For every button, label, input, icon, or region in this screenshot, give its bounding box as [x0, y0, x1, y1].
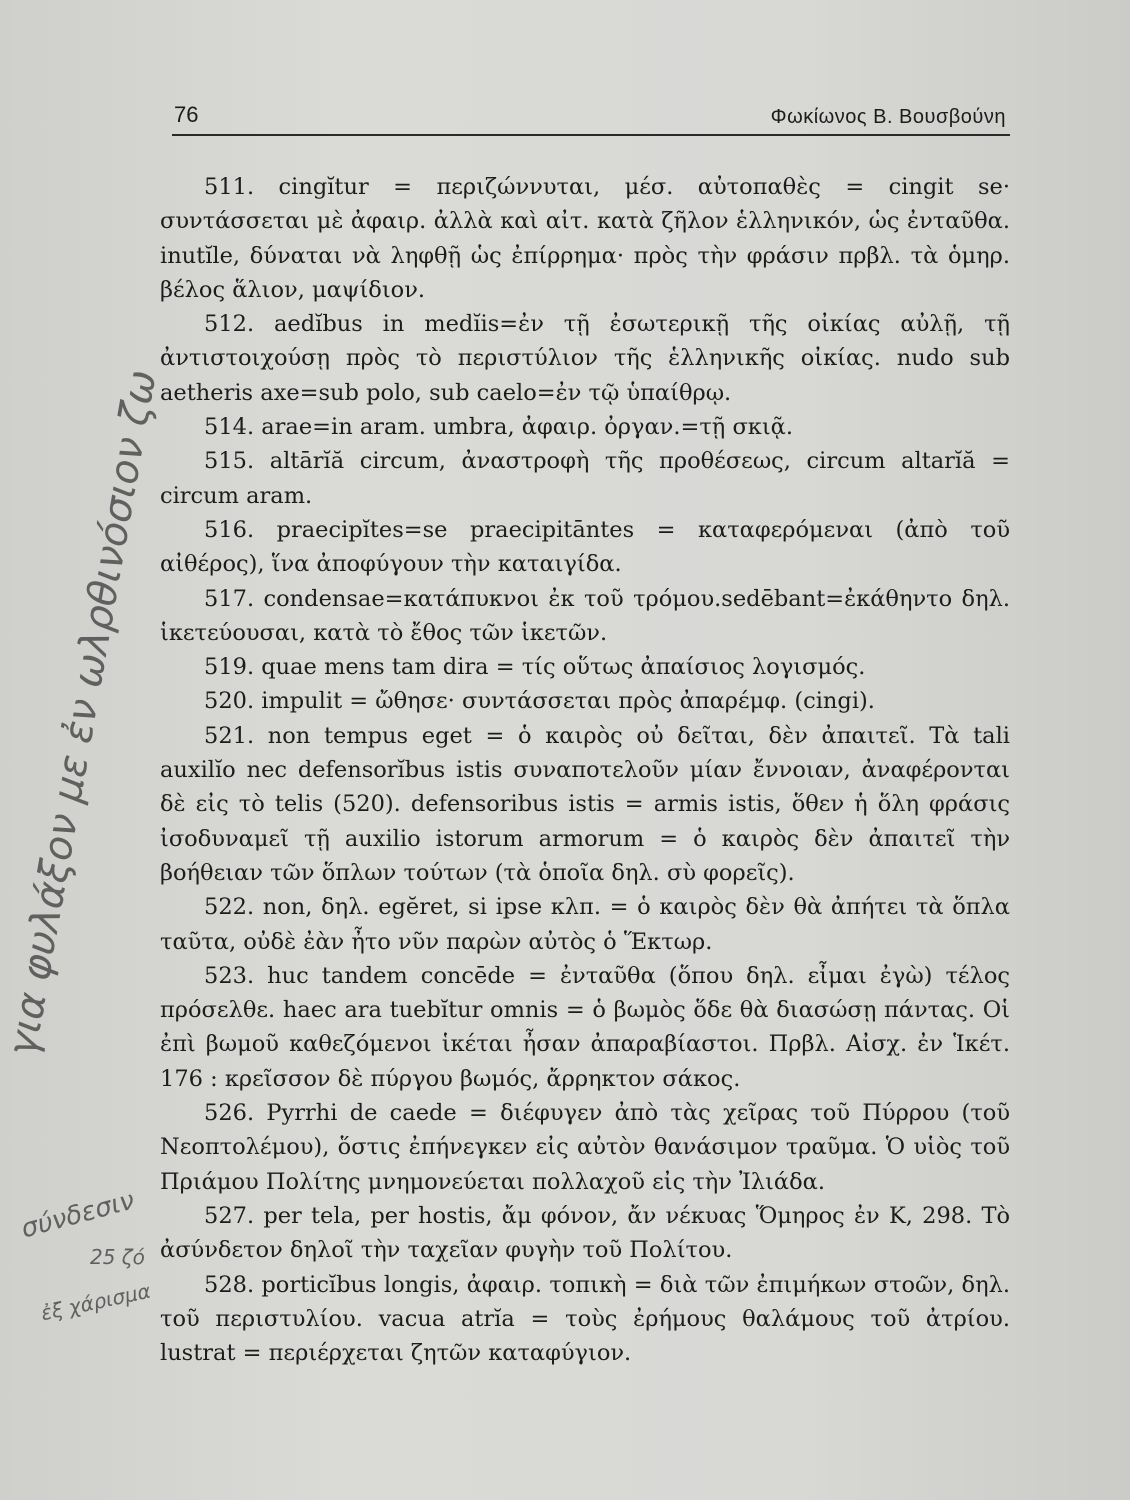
note-526: 526. Pyrrhi de caede = διέφυγεν ἀπὸ τὰς χεῖρας τοῦ Πύρρου (τοῦ Νεοπτολέμου), ὅστις ἐπήνεγκεν εἰς αὐτὸν θανάσιμον τραῦμα. Ὁ υἱὸς τοῦ Πριάμου Πολίτης μνημονεύεται πολλαχοῦ εἰς τὴν Ἰλιάδα. [160, 1100, 1010, 1195]
note-527: 527. per tela, per hostis, ἄμ φόνον, ἄν νέκυας Ὅμηρος ἐν Κ, 298. Τὸ ἀσύνδετον δηλοῖ τὴν ταχεῖαν φυγὴν τοῦ Πολίτου. [160, 1202, 1010, 1264]
note-520: 520. impulit = ὤθησε· συντάσσεται πρὸς ἀπαρέμφ. (cingi). [204, 688, 875, 715]
running-head: Φωκίωνος Β. Βουσβούνη [770, 106, 1006, 128]
page-header [172, 100, 1010, 136]
note-521: 521. non tempus eget = ὁ καιρὸς οὐ δεῖται, δὲν ἀπαιτεῖ. Τὰ tali auxilĭo nec defensorĭbus istis συναποτελοῦν μίαν ἔννοιαν, ἀναφέρονται δὲ εἰς τὸ telis (520). defensoribus istis = armis istis, ὅθεν ἡ ὅλη φράσις ἰσοδυναμεῖ τῇ auxilio istorum armorum = ὁ καιρὸς δὲν ἀπαιτεῖ τὴν βοήθειαν τῶν ὅπλων τούτων (τὰ ὁποῖα δηλ. σὺ φορεῖς). [160, 722, 1010, 886]
note-516: 516. praecipĭtes=se praecipitāntes = καταφερόμεναι (ἀπὸ τοῦ αἰθέρος), ἵνα ἀποφύγουν τὴν καταιγίδα. [160, 516, 1010, 578]
handwritten-margin-note: για φυλάξον με ἐν ωλρθινόσιον ζω [0, 366, 166, 1060]
commentary-text [160, 170, 1010, 1370]
note-519: 519. quae mens tam dira = τίς οὕτως ἀπαίσιος λογισμός. [204, 654, 866, 681]
handwritten-margin-note: σύνδεσιν [18, 1185, 138, 1245]
note-514: 514. arae=in aram. umbra, ἀφαιρ. ὀργαν.=τῇ σκιᾷ. [204, 414, 794, 441]
note-522: 522. non, δηλ. egĕret, si ipse κλπ. = ὁ καιρὸς δὲν θὰ ἀπήτει τὰ ὅπλα ταῦτα, οὐδὲ ἐὰν ἦτο νῦν παρὼν αὐτὸς ὁ Ἕκτωρ. [160, 894, 1010, 955]
note-517: 517. condensae=κατάπυκνοι ἐκ τοῦ τρόμου.sedēbant=ἐκάθηντο δηλ. ἱκετεύουσαι, κατὰ τὸ ἔθος τῶν ἱκετῶν. [160, 585, 1010, 646]
note-512: 512. aedĭbus in medĭis=ἐν τῇ ἐσωτερικῇ τῆς οἰκίας αὐλῇ, τῇ ἀντιστοιχούσῃ πρὸς τὸ περιστύλιον τῆς ἑλληνικῆς οἰκίας. nudo sub aetheris axe=sub polo, sub caelo=ἐν τῷ ὑπαίθρῳ. [160, 311, 1010, 406]
page-number: 76 [174, 102, 199, 127]
note-523: 523. huc tandem concēde = ἐνταῦθα (ὅπου δηλ. εἶμαι ἐγὼ) τέλος πρόσελθε. haec ara tuebĭtur omnis = ὁ βωμὸς ὅδε θὰ διασώσῃ πάντας. Οἱ ἐπὶ βωμοῦ καθεζόμενοι ἱκέται ἦσαν ἀπαραβίαστοι. Πρβλ. Αἰσχ. ἐν Ἱκέτ. 176 : κρεῖσσον δὲ πύργου βωμός, ἄρρηκτον σάκος. [160, 962, 1010, 1092]
note-528: 528. porticĭbus longis, ἀφαιρ. τοπικὴ = διὰ τῶν ἐπιμήκων στοῶν, δηλ. τοῦ περιστυλίου. vacua atrĭa = τοὺς ἐρήμους θαλάμους τοῦ ἀτρίου. lustrat = περιέρχεται ζητῶν καταφύγιον. [160, 1271, 1010, 1367]
note-511: 511. cingĭtur = περιζώννυται, μέσ. αὐτοπαθὲς = cingit se· συντάσσεται μὲ ἀφαιρ. ἀλλὰ καὶ αἰτ. κατὰ ζῆλον ἑλληνικόν, ὡς ἐνταῦθα. inutĭle, δύναται νὰ ληφθῇ ὡς ἐπίρρημα· πρὸς τὴν φράσιν πρβλ. τὰ ὁμηρ. βέλος ἅλιον, μαψίδιον. [160, 174, 1010, 303]
handwritten-margin-note: 25 ζό [90, 1245, 145, 1269]
handwritten-margin-note: ἐξ χάρισμα [38, 1278, 153, 1326]
note-515: 515. altārĭă circum, ἀναστροφὴ τῆς προθέσεως, circum altarĭă = circum aram. [160, 448, 1010, 509]
